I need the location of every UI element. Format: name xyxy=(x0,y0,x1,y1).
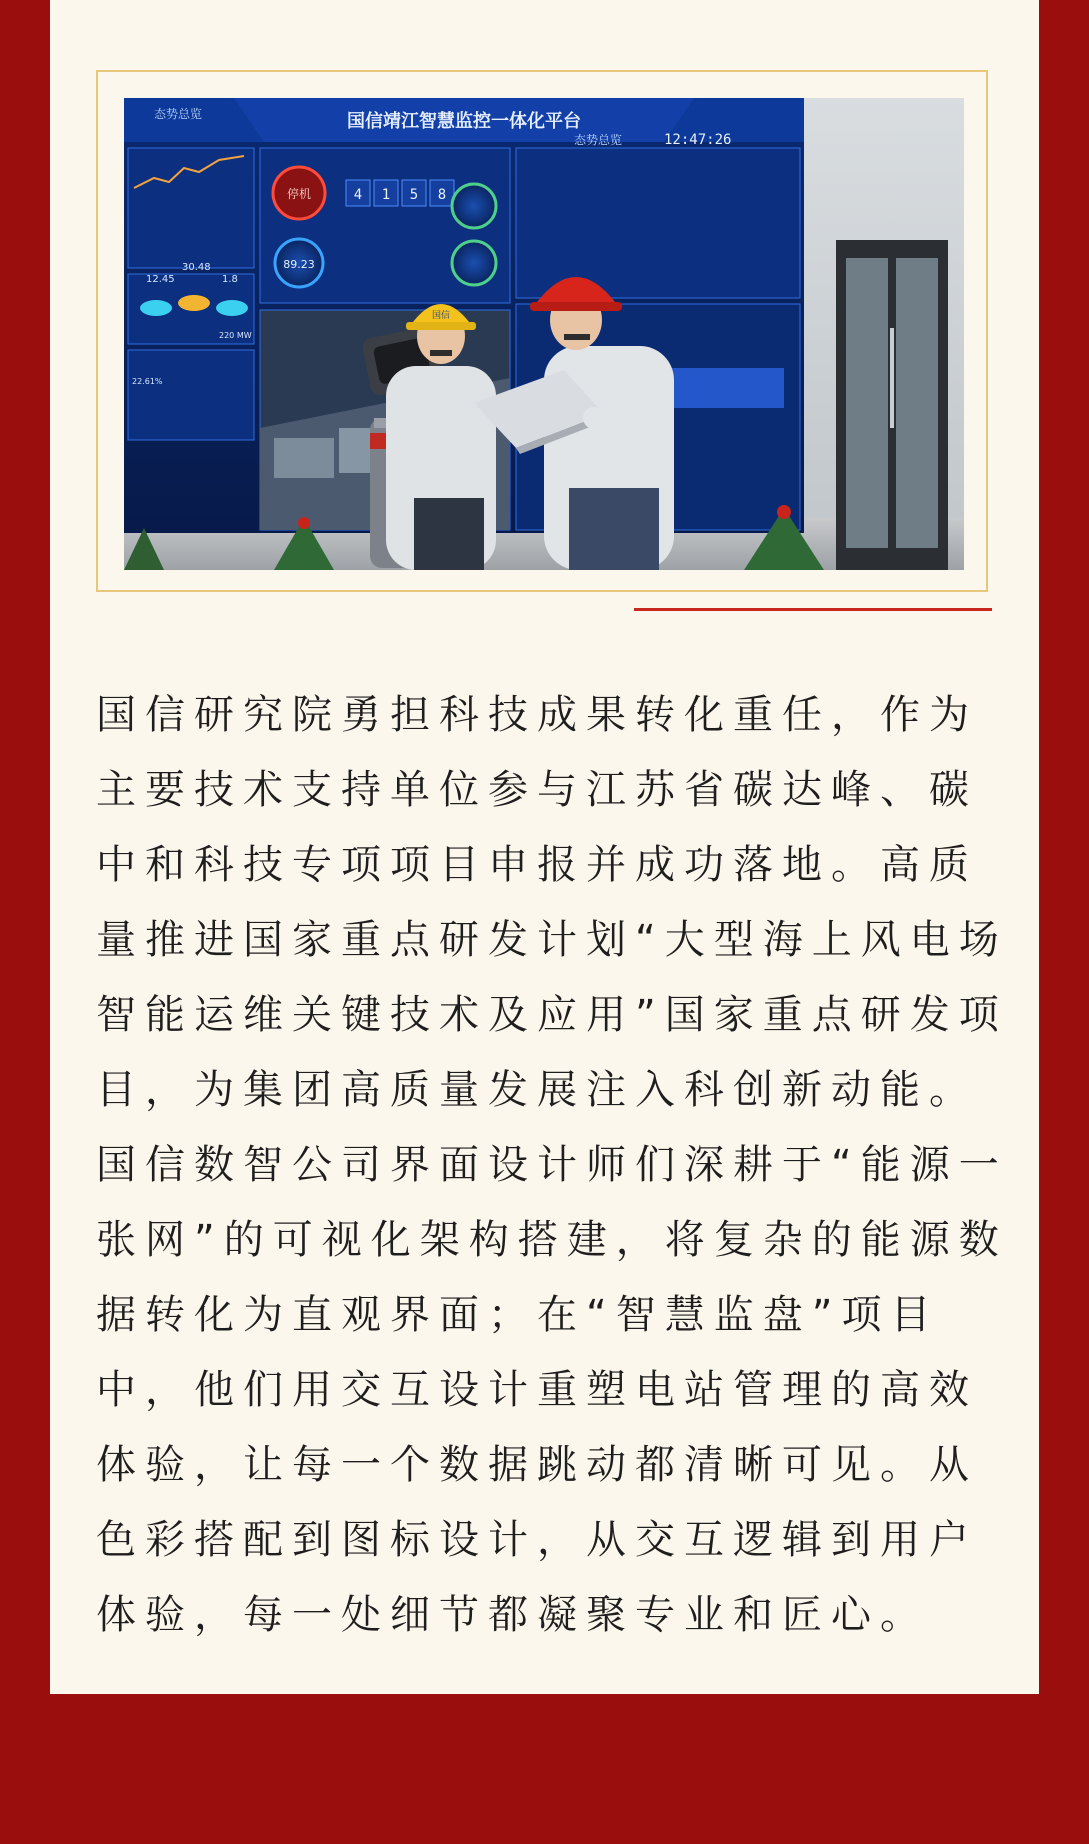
screen-value-6: 220 MW xyxy=(219,331,252,340)
screen-value-1: 89.23 xyxy=(283,258,315,271)
article-line-8: 张网”的可视化架构搭建，将复杂的能源数 xyxy=(96,1217,1008,1263)
article-line-9: 据转化为直观界面；在“智慧监盘”项目 xyxy=(96,1292,940,1338)
screen-value-3: 30.48 xyxy=(182,262,211,273)
screen-clock: 12:47:26 xyxy=(664,132,732,148)
article-line-6: 目，为集团高质量发展注入科创新动能。 xyxy=(96,1067,978,1113)
screen-digit-1: 4 xyxy=(353,187,363,203)
screen-title: 国信靖江智慧监控一体化平台 xyxy=(347,111,581,132)
decorative-accent-line xyxy=(634,608,992,611)
screen-digit-2: 1 xyxy=(381,187,391,203)
article-photo xyxy=(124,98,964,570)
article-line-3: 中和科技专项项目申报并成功落地。高质 xyxy=(96,842,978,888)
screen-status: 停机 xyxy=(286,187,312,201)
article-line-4: 量推进国家重点研发计划“大型海上风电场 xyxy=(96,917,1008,963)
screen-tab-right: 态势总览 xyxy=(574,133,623,147)
helmet-label: 国信 xyxy=(431,311,451,321)
article-line-11: 体验，让每一个数据跳动都清晰可见。从 xyxy=(96,1442,978,1488)
screen-value-4: 1.8 xyxy=(222,274,238,285)
article-line-1: 国信研究院勇担科技成果转化重任，作为 xyxy=(96,692,978,738)
screen-value-5: 22.61% xyxy=(132,377,163,386)
screen-tab-left: 态势总览 xyxy=(154,107,203,121)
screen-digit-3: 5 xyxy=(409,187,419,203)
article-line-13: 体验，每一处细节都凝聚专业和匠心。 xyxy=(96,1592,929,1638)
article-line-5: 智能运维关键技术及应用”国家重点研发项 xyxy=(96,992,1008,1038)
article-body xyxy=(96,678,1008,1653)
article-line-7: 国信数智公司界面设计师们深耕于“能源一 xyxy=(96,1142,1008,1188)
photo-frame xyxy=(96,70,988,592)
photo-illustration xyxy=(124,98,964,570)
screen-value-2: 12.45 xyxy=(146,274,175,285)
article-line-2: 主要技术支持单位参与江苏省碳达峰、碳 xyxy=(96,767,978,813)
screen-digit-4: 8 xyxy=(437,187,447,203)
article-line-12: 色彩搭配到图标设计，从交互逻辑到用户 xyxy=(96,1517,978,1563)
article-line-10: 中，他们用交互设计重塑电站管理的高效 xyxy=(96,1367,978,1413)
